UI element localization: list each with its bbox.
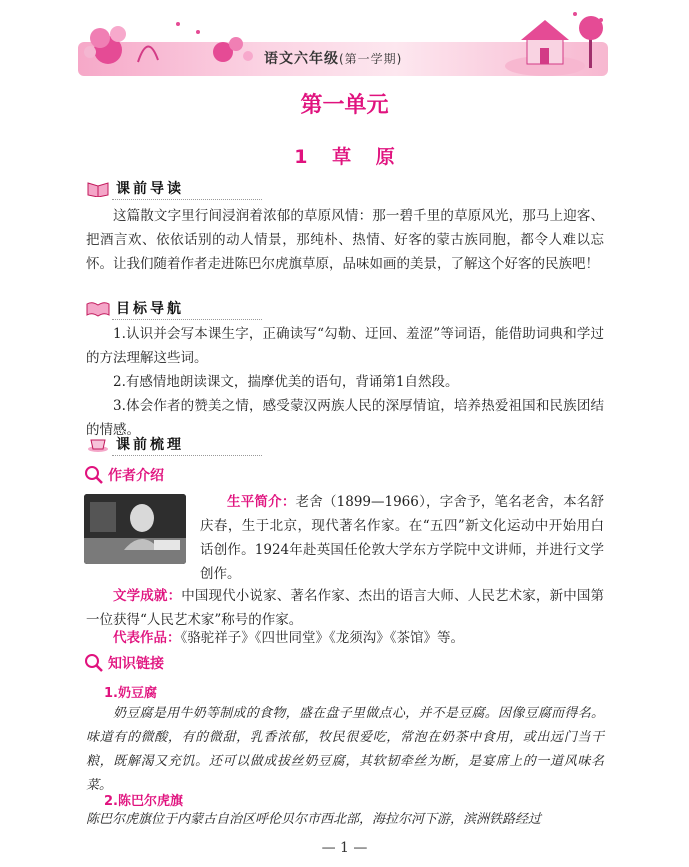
section-underline — [112, 319, 262, 320]
section-label: 课前梳理 — [116, 437, 184, 453]
achievement-text: 中国现代小说家、著名作家、杰出的语言大师、人民艺术家，新中国第一位获得“人民艺术家”称号的作家。 — [86, 588, 605, 628]
achievement-label: 文学成就： — [113, 588, 182, 604]
section-underline — [112, 455, 262, 456]
book-icon — [86, 179, 110, 197]
subsection-author — [84, 464, 164, 486]
section-underline — [112, 199, 262, 200]
section-review — [86, 432, 184, 456]
unit-title: 第一单元 — [300, 93, 389, 118]
goal-item: 2.有感情地朗读课文，揣摩优美的语句，背诵第1自然段。 — [113, 374, 459, 390]
section-preview-guide — [86, 176, 184, 200]
goal-item: 1.认识并会写本课生字，正确读写“勾勒、迂回、羞涩”等词语，能借助词典和学过的方法理解这些词。 — [86, 326, 604, 366]
knowledge-item-text: 陈巴尔虎旗位于内蒙古自治区呼伦贝尔市西北部，海拉尔河下游，滨洲铁路经过 — [86, 812, 542, 827]
section-goals — [86, 296, 184, 320]
knowledge-item-title: 1.奶豆腐 — [104, 686, 157, 701]
page-header — [0, 0, 689, 92]
knowledge-item-title: 2.陈巴尔虎旗 — [104, 794, 183, 809]
author-achievement — [86, 584, 604, 632]
header-title-main: 语文六年级 — [264, 51, 339, 67]
author-bio — [200, 490, 604, 586]
header-title-sub: (第一学期) — [339, 52, 403, 66]
works-label: 代表作品： — [113, 630, 181, 646]
subsection-label: 知识链接 — [108, 656, 164, 672]
page-number: — 1 — — [321, 840, 368, 856]
lesson-title: 1 草 原 — [294, 146, 395, 168]
cup-icon — [86, 435, 110, 453]
subsection-label: 作者介绍 — [108, 468, 164, 484]
bio-label: 生平简介： — [227, 494, 296, 510]
section-label: 目标导航 — [116, 301, 184, 317]
preview-guide-text: 这篇散文字里行间浸润着浓郁的草原风情：那一碧千里的草原风光，那马上迎客、把酒言欢、依依话别的动人情景，那纯朴、热情、好客的蒙古族同胞，都令人难以忘怀。让我们随着作者走进陈巴尔虎旗草原，品味如画的美景，了解这个好客的民族吧！ — [86, 208, 604, 272]
bio-text: 老舍（1899—1966），字舍予，笔名老舍，本名舒庆春，生于北京，现代著名作家。在“五四”新文化运动中开始用白话创作。1924年赴英国任伦敦大学东方学院中文讲师，并进行文学创作。 — [200, 494, 604, 582]
magnifier-icon — [84, 653, 104, 673]
author-photo — [84, 494, 186, 564]
subsection-knowledge — [84, 652, 164, 674]
knowledge-item-text: 奶豆腐是用牛奶等制成的食物，盛在盘子里做点心，并不是豆腐。因像豆腐而得名。味道有的微酸，有的微甜，乳香浓郁，牧民很爱吃，常泡在奶茶中食用，或出远门当干粮，既解渴又充饥。还可以做成拔丝奶豆腐，其软韧牵丝为断，是宴席上的一道风味名菜。 — [86, 706, 604, 793]
works-text: 《骆驼祥子》《四世同堂》《龙须沟》《茶馆》等。 — [180, 630, 464, 646]
author-works — [86, 626, 604, 650]
header-title — [264, 48, 402, 68]
house-tree-decoration-icon — [505, 8, 615, 78]
section-label: 课前导读 — [116, 181, 184, 197]
flower-decoration-icon — [78, 12, 258, 72]
open-book-icon — [86, 299, 110, 317]
goal-item: 3.体会作者的赞美之情，感受蒙汉两族人民的深厚情谊，培养热爱祖国和民族团结的情感。 — [86, 398, 604, 438]
magnifier-icon — [84, 465, 104, 485]
